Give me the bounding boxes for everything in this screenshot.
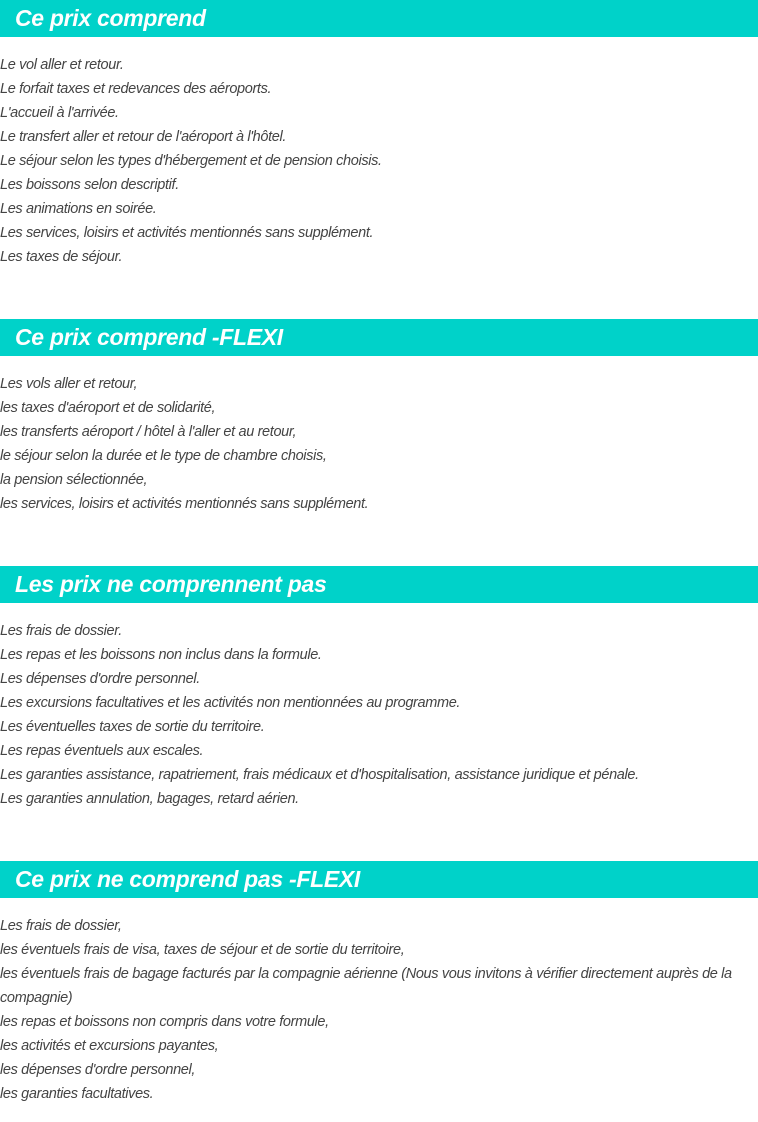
list-item: Les frais de dossier, <box>0 918 122 934</box>
list-item: Les boissons selon descriptif. <box>0 177 179 193</box>
list-item: Les animations en soirée. <box>0 201 157 217</box>
included-flexi-items-list <box>0 356 758 516</box>
section-title: Ce prix comprend -FLEXI <box>15 324 283 350</box>
section-title: Ce prix comprend <box>15 5 206 31</box>
section-title: Les prix ne comprennent pas <box>15 571 327 597</box>
list-item: les repas et boissons non compris dans votre formule, <box>0 1014 329 1030</box>
included-items-list <box>0 37 758 269</box>
list-item: les taxes d'aéroport et de solidarité, <box>0 400 216 416</box>
list-item: Les garanties annulation, bagages, retard aérien. <box>0 791 299 807</box>
list-item: les éventuels frais de bagage facturés par la compagnie aérienne (Nous vous invitons à vérifier directement auprès de la compagnie) <box>0 966 732 1006</box>
list-item: Le séjour selon les types d'hébergement et de pension choisis. <box>0 153 382 169</box>
section-price-includes <box>0 0 758 269</box>
section-header-band <box>0 319 758 356</box>
list-item: les transferts aéroport / hôtel à l'aller et au retour, <box>0 424 297 440</box>
section-header-band <box>0 0 758 37</box>
list-item: Les éventuelles taxes de sortie du territoire. <box>0 719 265 735</box>
section-title: Ce prix ne comprend pas -FLEXI <box>15 866 361 892</box>
list-item: Le transfert aller et retour de l'aéroport à l'hôtel. <box>0 129 287 145</box>
list-item: Les excursions facultatives et les activités non mentionnées au programme. <box>0 695 461 711</box>
list-item: la pension sélectionnée, <box>0 472 148 488</box>
list-item: Les repas éventuels aux escales. <box>0 743 204 759</box>
list-item: les services, loisirs et activités mentionnés sans supplément. <box>0 496 369 512</box>
list-item: L'accueil à l'arrivée. <box>0 105 119 121</box>
section-header-band <box>0 566 758 603</box>
list-item: le séjour selon la durée et le type de chambre choisis, <box>0 448 327 464</box>
list-item: Le forfait taxes et redevances des aéroports. <box>0 81 272 97</box>
section-price-excludes <box>0 566 758 811</box>
list-item: les dépenses d'ordre personnel, <box>0 1062 196 1078</box>
list-item: Les frais de dossier. <box>0 623 122 639</box>
list-item: Le vol aller et retour. <box>0 57 124 73</box>
list-item: les garanties facultatives. <box>0 1086 154 1102</box>
list-item: les activités et excursions payantes, <box>0 1038 219 1054</box>
excluded-flexi-items-list <box>0 898 758 1106</box>
section-price-includes-flexi <box>0 319 758 516</box>
section-price-excludes-flexi <box>0 861 758 1106</box>
list-item: Les garanties assistance, rapatriement, frais médicaux et d'hospitalisation, assistance juridique et pénale. <box>0 767 639 783</box>
list-item: Les taxes de séjour. <box>0 249 123 265</box>
excluded-items-list <box>0 603 758 811</box>
section-header-band <box>0 861 758 898</box>
list-item: Les vols aller et retour, <box>0 376 138 392</box>
list-item: Les services, loisirs et activités mentionnés sans supplément. <box>0 225 374 241</box>
list-item: Les repas et les boissons non inclus dans la formule. <box>0 647 322 663</box>
list-item: les éventuels frais de visa, taxes de séjour et de sortie du territoire, <box>0 942 405 958</box>
list-item: Les dépenses d'ordre personnel. <box>0 671 200 687</box>
